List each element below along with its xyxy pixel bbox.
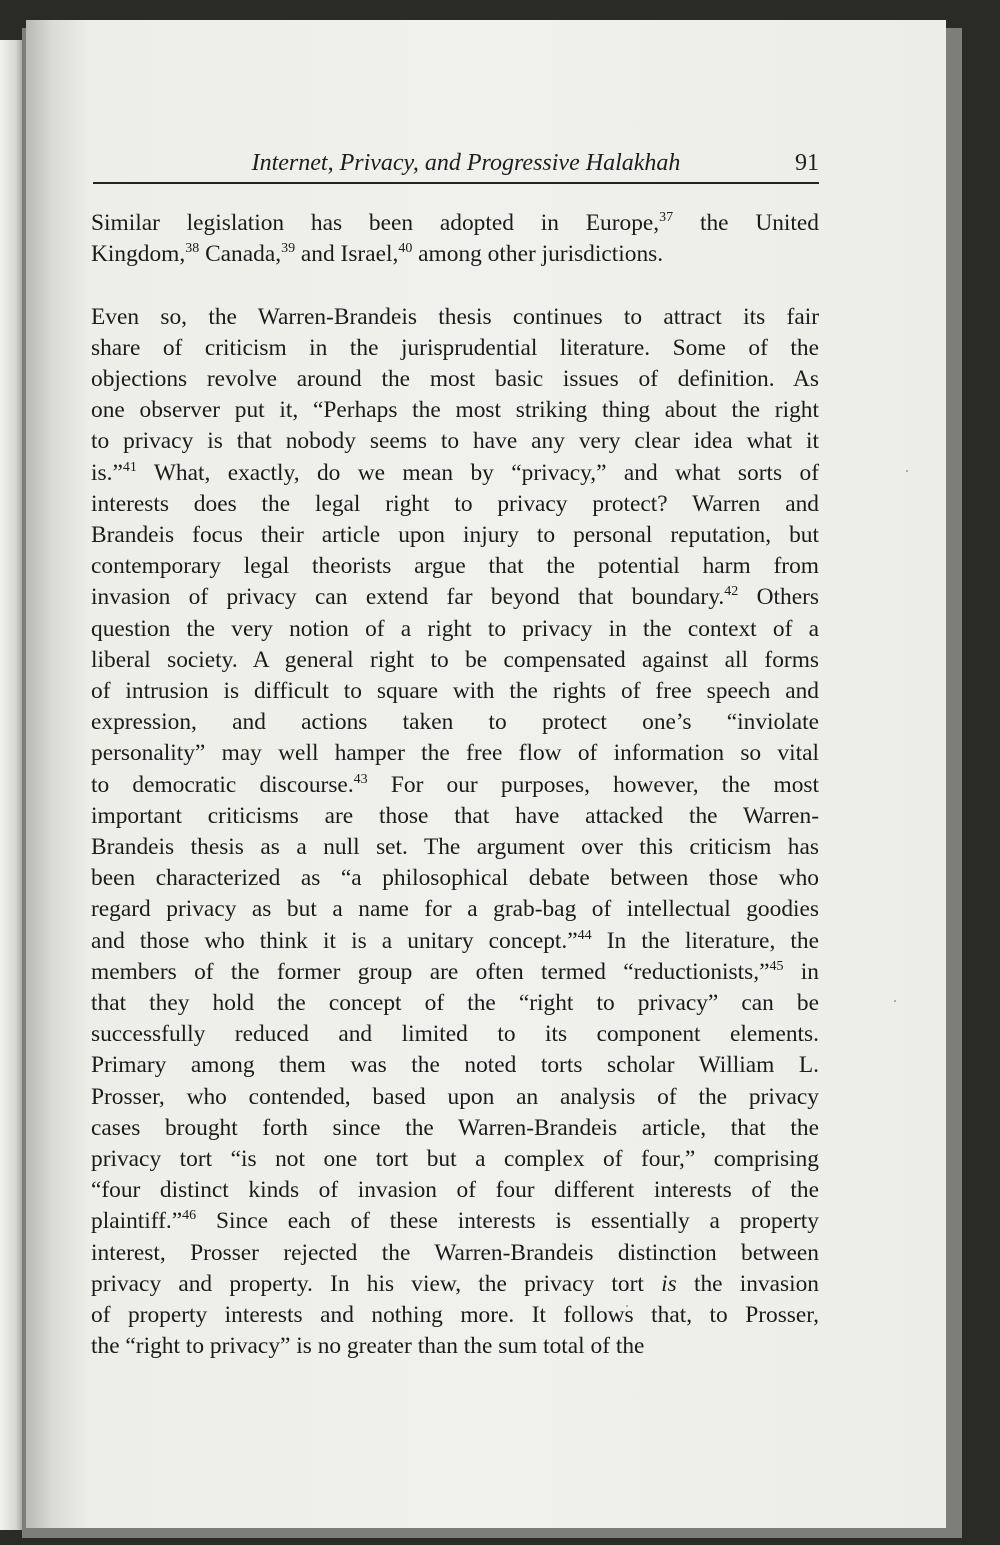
running-title: Internet, Privacy, and Progressive Halakhah [251,150,681,176]
text-line [91,1019,819,1050]
text-run: and Israel, [295,241,399,268]
text-line [91,1238,819,1269]
text-run: members of the former group are often termed “reductionists,” [91,958,770,985]
text-run: among other jurisdictions. [412,241,664,268]
footnote-marker: 39 [281,241,296,257]
text-run: Brandeis focus their article upon injury to personal reputation, but [91,522,819,549]
paragraph-gap [91,270,819,301]
text-run: to democratic discourse. [91,771,354,798]
text-run: For our purposes, however, the most [367,771,819,798]
text-line [91,738,819,769]
text-run: What, exactly, do we mean by “privacy,” and what sorts of [136,459,819,486]
text-line [91,1082,819,1113]
text-line [91,770,819,801]
text-run: the “right to privacy” is no greater than the sum total of the [91,1333,645,1360]
text-run: Similar legislation has been adopted in Europe, [91,210,660,236]
text-run: privacy and property. In his view, the privacy tort [91,1270,662,1297]
text-run: Prosser, who contended, based upon an analysis of the privacy [91,1083,819,1110]
paper-speck [894,1000,896,1002]
text-line [91,614,819,645]
text-run: Others [738,584,819,611]
text-line [91,676,819,707]
text-line [91,1144,819,1175]
text-line [91,1331,819,1362]
paragraph [91,208,819,270]
paragraph [91,302,819,1363]
text-line [91,645,819,676]
text-run: share of criticism in the jurisprudential literature. Some of the [91,334,819,361]
footnote-marker: 44 [577,927,592,943]
text-run: “four distinct kinds of invasion of four different interests of the [91,1177,819,1204]
text-run: In the literature, the [591,927,819,954]
text-run: liberal society. A general right to be compensated against all forms [91,646,819,673]
text-run: contemporary legal theorists argue that the potential harm from [91,553,819,580]
text-run: the invasion [676,1270,819,1297]
text-run: regard privacy as but a name for a grab-bag of intellectual goodies [91,896,819,923]
text-line [91,1269,819,1300]
text-line [91,1206,819,1237]
text-run: the United [673,210,819,236]
text-run: personality” may well hamper the free flow of information so vital [91,740,819,767]
footnote-marker: 40 [398,241,413,257]
text-run: question the very notion of a right to privacy in the context of a [91,615,819,642]
text-run: been characterized as “a philosophical debate between those who [91,865,819,892]
text-run: plaintiff.” [91,1208,183,1235]
text-run: of property interests and nothing more. It follows that, to Prosser, [91,1302,819,1329]
text-run: Primary among them was the noted torts scholar William L. [91,1052,819,1079]
text-line [91,801,819,832]
text-line [91,894,819,925]
paper-speck [906,470,908,472]
text-run: in [783,958,819,985]
text-line [91,395,819,426]
footnote-marker: 45 [769,958,784,974]
page-number: 91 [795,150,819,176]
text-line [91,863,819,894]
footnote-marker: 46 [182,1208,197,1224]
text-line [91,1050,819,1081]
text-run: cases brought forth since the Warren-Brandeis article, that the [91,1114,819,1141]
text-run: is.” [91,459,123,486]
text-run: one observer put it, “Perhaps the most striking thing about the right [91,397,819,424]
running-header [93,148,819,184]
text-line [91,707,819,738]
text-line [91,582,819,613]
text-line [91,832,819,863]
text-run: interests does the legal right to privacy protect? Warren and [91,490,819,517]
text-line [91,988,819,1019]
footnote-marker: 42 [724,584,739,600]
text-run: Even so, the Warren-Brandeis thesis continues to attract its fair [91,303,819,330]
text-run: privacy tort “is not one tort but a complex of four,” comprising [91,1146,819,1173]
text-line [91,551,819,582]
body-text [91,208,819,1363]
text-line [91,926,819,957]
emphasis-text: is [661,1270,677,1297]
text-line [91,1113,819,1144]
text-run: to privacy is that nobody seems to have any very clear idea what it [91,428,819,455]
text-run: invasion of privacy can extend far beyond that boundary. [91,584,725,611]
footnote-marker: 38 [185,241,200,257]
text-run: of intrusion is difficult to square with the rights of free speech and [91,678,819,705]
text-run: Since each of these interests is essentially a property [196,1208,819,1235]
text-run: successfully reduced and limited to its component elements. [91,1021,819,1048]
footnote-marker: 37 [659,210,674,225]
text-line [91,302,819,333]
text-line [91,239,819,270]
text-run: important criticisms are those that have attacked the Warren- [91,802,819,829]
text-line [91,208,819,239]
text-run: and those who think it is a unitary concept.” [91,927,578,954]
text-line [91,333,819,364]
text-line [91,520,819,551]
text-line [91,426,819,457]
text-run: Kingdom, [91,241,186,268]
text-run: Canada, [199,241,282,268]
text-run: Brandeis thesis as a null set. The argument over this criticism has [91,834,819,861]
text-run: objections revolve around the most basic issues of definition. As [91,366,819,392]
text-line [91,364,819,395]
footnote-marker: 43 [353,771,368,787]
text-line [91,1175,819,1206]
footnote-marker: 41 [122,459,137,475]
text-line [91,957,819,988]
text-line [91,489,819,520]
text-line [91,458,819,489]
text-run: that they hold the concept of the “right to privacy” can be [91,990,819,1017]
text-line [91,1300,819,1331]
text-run: interest, Prosser rejected the Warren-Brandeis distinction between [91,1239,819,1266]
text-run: expression, and actions taken to protect one’s “inviolate [91,709,819,736]
